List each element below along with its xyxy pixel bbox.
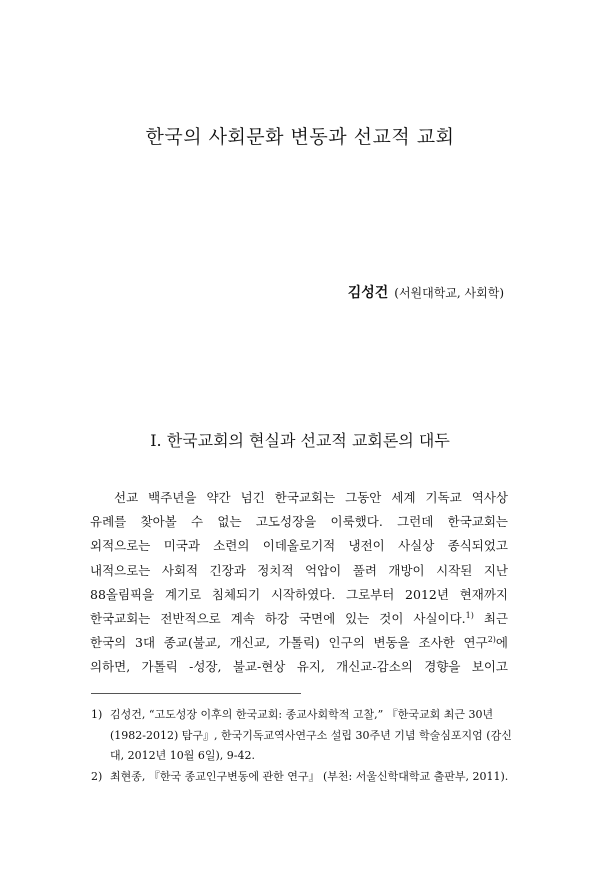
footnote-reference: 2) xyxy=(487,635,496,645)
body-line xyxy=(90,607,508,631)
footnotes xyxy=(91,705,511,787)
footnote xyxy=(91,705,511,767)
footnote-reference: 1) xyxy=(465,610,474,620)
author-affiliation: (서원대학교, 사회학) xyxy=(394,286,504,300)
body-line-text: 에 xyxy=(495,635,508,651)
footnote-number: 2) xyxy=(91,769,103,783)
body-line: 유례를 찾아볼 수 없는 고도성장을 이룩했다. 그런데 한국교회는 xyxy=(90,514,508,530)
body-line: 내적으로는 사회적 긴장과 정치적 억압이 풀려 개방이 시작된 지난 xyxy=(90,562,508,578)
body-paragraph xyxy=(90,486,508,680)
author-line xyxy=(348,282,504,302)
section-heading: Ⅰ. 한국교회의 현실과 선교적 교회론의 대두 xyxy=(150,431,450,450)
body-line-text: 한국교회는 전반적으로 계속 하강 국면에 있는 것이 사실이다. xyxy=(90,611,466,627)
footnote-number: 1) xyxy=(91,708,103,721)
body-line: 선교 백주년을 약간 넘긴 한국교회는 그동안 세계 기독교 역사상 xyxy=(114,490,508,505)
body-line xyxy=(90,631,508,655)
footnote-line: (1982-2012) 탐구』, 한국기독교역사연구소 설립 30주년 기념 학술심포지엄 (감신 xyxy=(110,728,512,742)
body-line-text: 한국의 3대 종교(불교, 개신교, 가톨릭) 인구의 변동을 조사한 연구 xyxy=(90,635,488,651)
body-line: 외적으로는 미국과 소련의 이데올로기적 냉전이 사실상 종식되었고 xyxy=(90,538,508,554)
footnote-line: 대, 2012년 10월 6일), 9-42. xyxy=(110,749,255,762)
body-line: 의하면, 가톨릭 -성장, 불교-현상 유지, 개신교-감소의 경향을 보이고 xyxy=(90,659,508,675)
footnote xyxy=(91,767,511,788)
paper-title: 한국의 사회문화 변동과 선교적 교회 xyxy=(145,126,455,148)
body-line: 88올림픽을 계기로 침체되기 시작하였다. 그로부터 2012년 현재까지 xyxy=(90,586,508,602)
footnote-divider xyxy=(91,693,301,694)
footnote-line: 김성건, “고도성장 이후의 한국교회: 종교사회학적 고찰,” 『한국교회 최근 30년 xyxy=(110,708,494,721)
body-line-text: 최근 xyxy=(473,611,508,627)
footnote-line: 최현종, 『한국 종교인구변동에 관한 연구』 (부천: 서울신학대학교 출판부, 2011). xyxy=(110,769,509,783)
author-name: 김성건 xyxy=(347,285,389,301)
